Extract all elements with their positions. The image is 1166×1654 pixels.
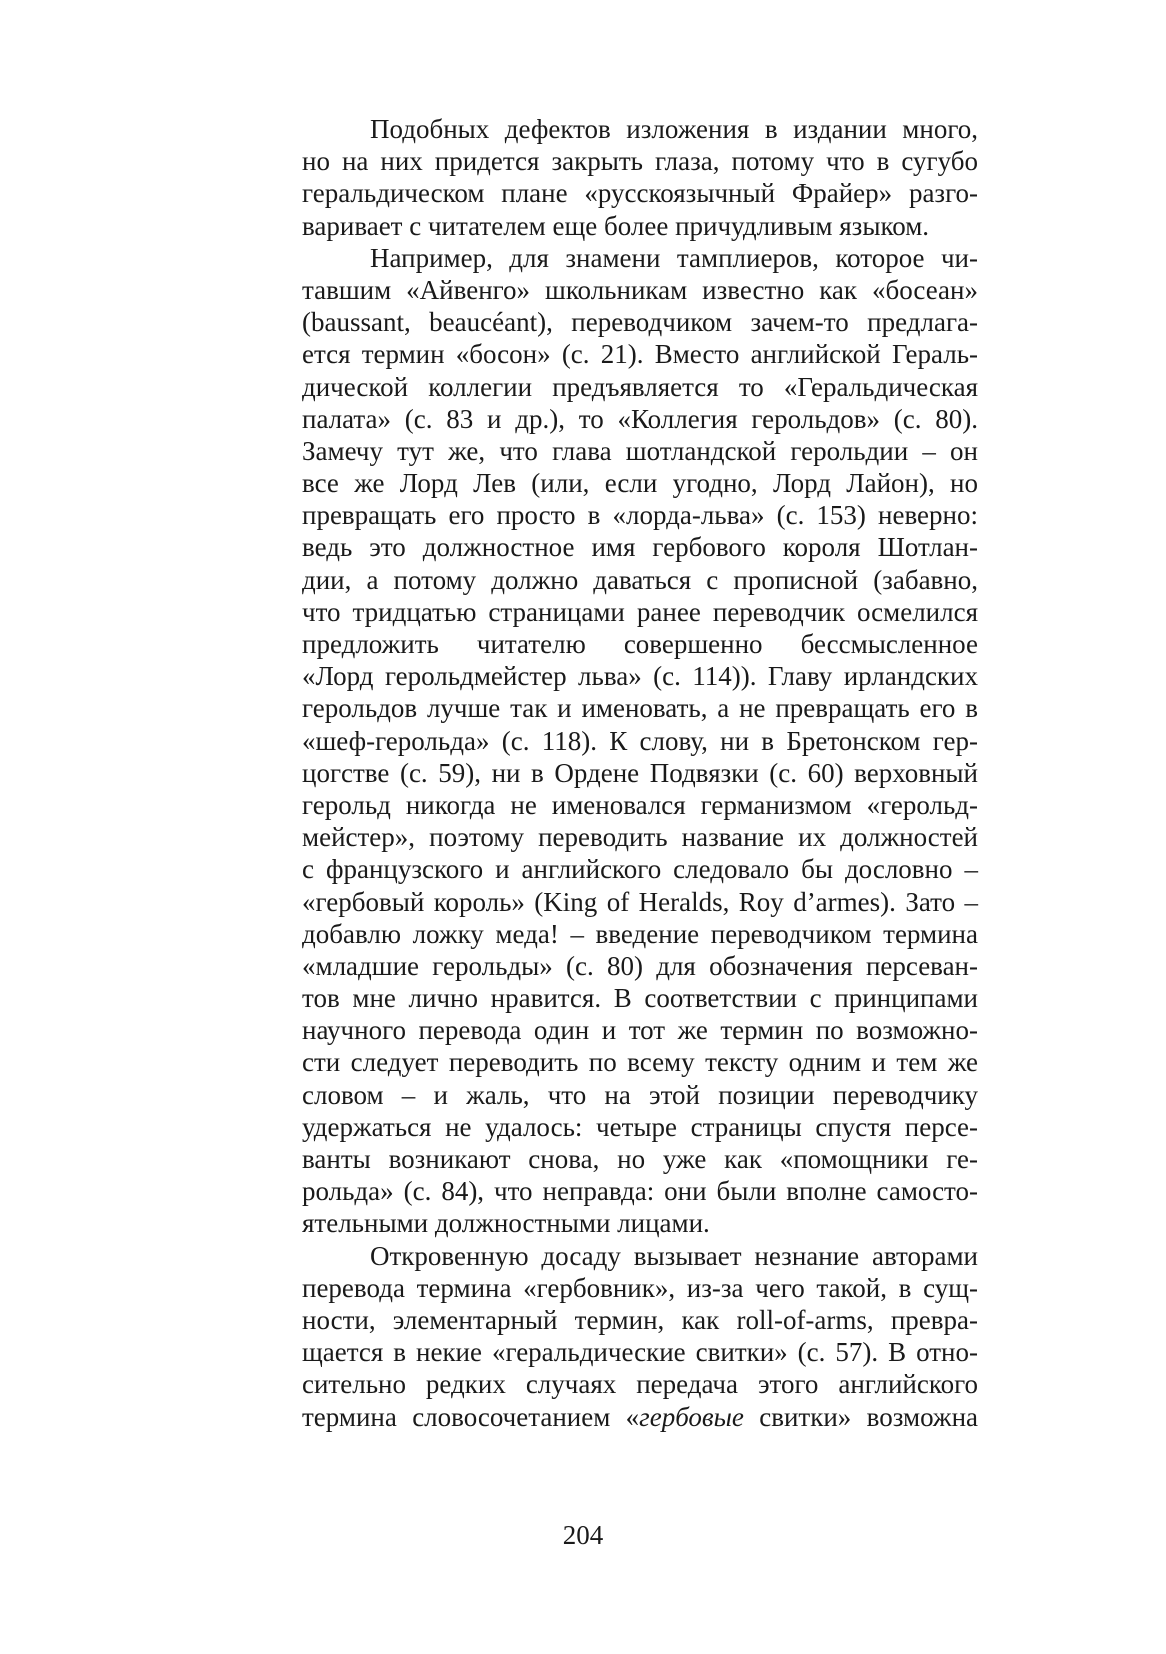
text-line: превращать его просто в «лорда-льва» (с. 153) неверно: <box>302 500 978 531</box>
text-line: мейстер», поэтому переводить название их должностей <box>302 822 978 853</box>
text-line: все же Лорд Лев (или, если угодно, Лорд Лайон), но <box>302 468 978 499</box>
text-line: сительно редких случаях передача этого английского <box>302 1369 978 1400</box>
text-line: удержаться не удалось: четыре страницы спустя персе- <box>302 1111 978 1142</box>
text-line: перевода термина «гербовник», из-за чего такой, в сущ- <box>302 1272 978 1303</box>
text-line: герольд никогда не именовался германизмом «герольд- <box>302 789 978 820</box>
text-line: «Лорд герольдмейстер льва» (с. 114)). Главу ирландских <box>302 661 978 692</box>
text-line: но на них придется закрыть глаза, потому что в сугубо <box>302 146 978 177</box>
text-line: цогстве (с. 59), ни в Ордене Подвязки (с. 60) верховный <box>302 757 978 788</box>
text-line: ведь это должностное имя гербового короля Шотлан- <box>302 532 978 563</box>
text-line: Например, для знамени тамплиеров, которое чи- <box>370 242 978 273</box>
emphasis: гербовые <box>639 1401 744 1432</box>
text-line: (baussant, beaucéant), переводчиком зачем-то предлага- <box>302 307 978 338</box>
text-line: ется термин «босон» (с. 21). Вместо английской Гераль- <box>302 339 978 370</box>
text-line: ванты возникают снова, но уже как «помощники ге- <box>302 1144 978 1174</box>
text-line: научного перевода один и тот же термин по возможно- <box>302 1015 978 1046</box>
paragraph <box>302 113 978 242</box>
text-line: дии, а потому должно даваться с прописной (забавно, <box>302 564 978 595</box>
text-line: Подобных дефектов изложения в издании много, <box>370 114 978 144</box>
text-line: термина словосочетанием «гербовые свитки» возможна <box>302 1401 978 1432</box>
text-line: герольдов лучше так и именовать, а не превращать его в <box>302 693 978 724</box>
text-line: тов мне лично нравится. В соответствии с принципами <box>302 983 978 1014</box>
paragraph <box>302 242 978 1240</box>
text-line: Замечу тут же, что глава шотландской герольдии – он <box>302 435 978 466</box>
text-line: «младшие герольды» (с. 80) для обозначения персеван- <box>302 950 978 981</box>
text-line: предложить читателю совершенно бессмысленное <box>302 629 978 659</box>
text-line: щается в некие «геральдические свитки» (с. 57). В отно- <box>302 1337 978 1368</box>
text-line: дической коллегии предъявляется то «Геральдическая <box>302 371 978 402</box>
paragraph <box>302 1240 978 1433</box>
text-line: тавшим «Айвенго» школьникам известно как «босеан» <box>302 274 978 305</box>
text-line: добавлю ложку меда! – введение переводчиком термина <box>302 918 978 949</box>
body-text <box>302 113 978 1433</box>
text-line: ности, элементарный термин, как roll-of-arms, превра- <box>302 1304 978 1335</box>
text-line: «шеф-герольда» (с. 118). К слову, ни в Бретонском гер- <box>302 725 978 756</box>
text-line: с французского и английского следовало бы дословно – <box>302 854 978 885</box>
text-line: «гербовый король» (King of Heralds, Roy d’armes). Зато – <box>302 886 978 917</box>
text-line: словом – и жаль, что на этой позиции переводчику <box>302 1079 978 1110</box>
text-line: сти следует переводить по всему тексту одним и тем же <box>302 1047 978 1078</box>
text-line: ятельными должностными лицами. <box>302 1208 710 1239</box>
page-number: 204 <box>562 1520 604 1550</box>
text-line: что тридцатью страницами ранее переводчик осмелился <box>302 596 978 627</box>
text-line: Откровенную досаду вызывает незнание авторами <box>370 1240 978 1271</box>
text-line: палата» (с. 83 и др.), то «Коллегия герольдов» (с. 80). <box>302 403 978 434</box>
text-line: варивает с читателем еще более причудливым языком. <box>302 210 930 241</box>
text-line: рольда» (с. 84), что неправда: они были вполне самосто- <box>302 1176 978 1207</box>
text-line: геральдическом плане «русскоязычный Фрайер» разго- <box>302 178 978 209</box>
